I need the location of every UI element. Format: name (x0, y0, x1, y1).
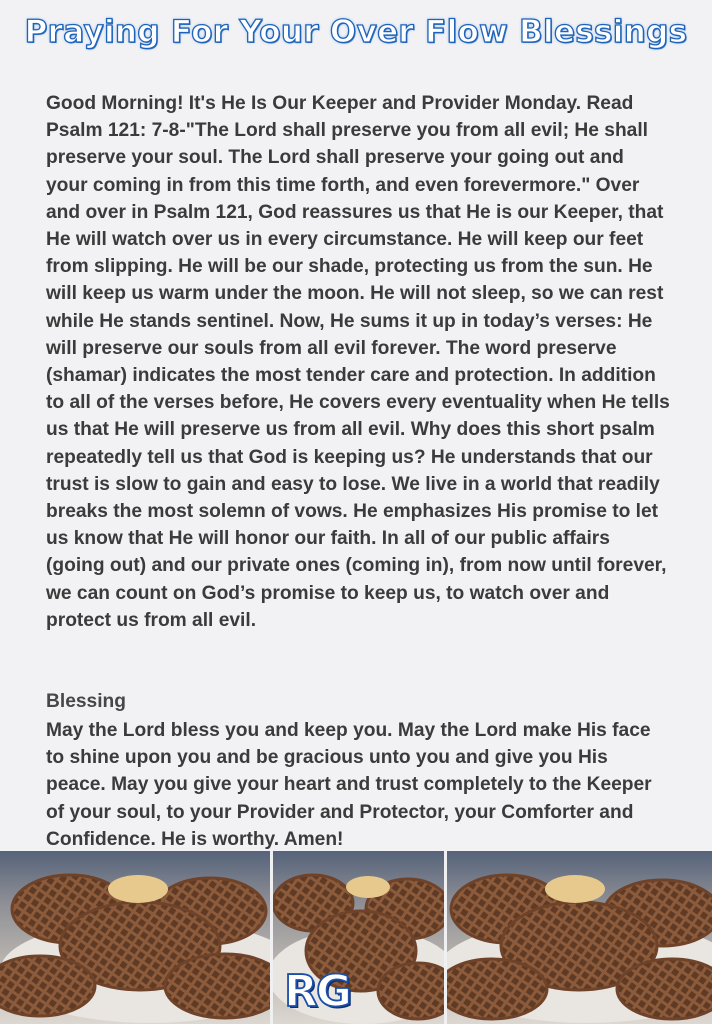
waffles-photo-3 (444, 851, 712, 1024)
waffles-icon (447, 851, 712, 1024)
page-title: Praying For Your Over Flow Blessings (24, 14, 688, 50)
waffles-photo-1 (0, 851, 270, 1024)
photo-strip (0, 851, 712, 1024)
waffles-icon (0, 851, 270, 1024)
blessing-text: May the Lord bless you and keep you. May the Lord make His face to shine upon you and be gracious unto you and give you His peace. May you give your heart and trust completely to the Keeper of your soul, to your Provider and Protector, your Comforter and Confidence. He is worthy. Amen! (46, 720, 652, 850)
blessing-heading: Blessing (46, 691, 126, 712)
devotional-text: Good Morning! It's He Is Our Keeper and Provider Monday. Read Psalm 121: 7-8-"The Lord shall preserve you from all evil; He shall preserve your soul. The Lord shall preserve your going out and your coming in from this time forth, and even forevermore." Over and over in Psalm 121, God reassures us that He is our Keeper, that He will watch over us in every circumstance. He will keep our feet from slipping. He will be our shade, protecting us from the sun. He will keep us warm under the moon. He will not sleep, so we can rest while He stands sentinel. Now, He sums it up in today’s verses: He will preserve our souls from all evil forever. The word preserve (shamar) indicates the most tender care and protection. In addition to all of the verses before, He covers every eventuality when He tells us that He will preserve us from all evil. Why does this short psalm repeatedly tell us that God is keeping us? He understands that our trust is slow to gain and easy to lose. We live in a world that readily breaks the most solemn of vows. He emphasizes His promise to let us know that He will honor our faith. In all of our public affairs (going out) and our private ones (coming in), from now until forever, we can count on God’s promise to keep us, to watch over and protect us from all evil. (46, 93, 670, 631)
rg-logo: RG (284, 966, 350, 1017)
